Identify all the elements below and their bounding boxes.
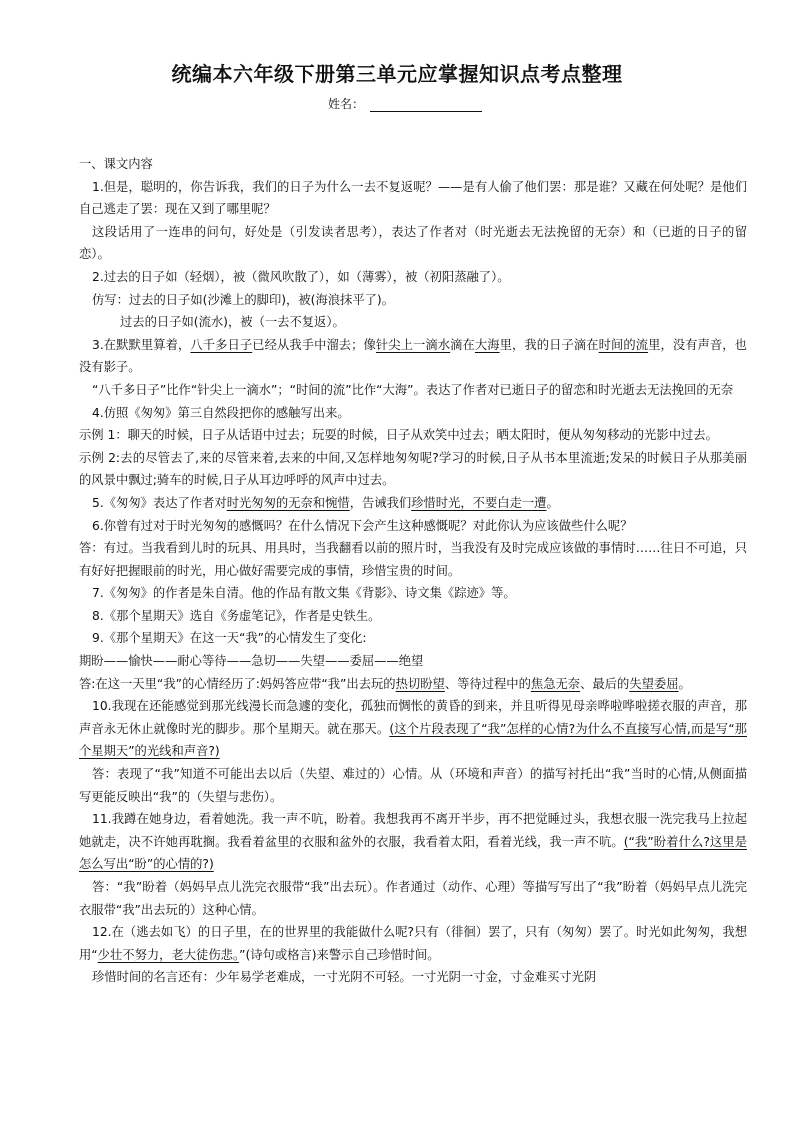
item-1: 1.但是，聪明的，你告诉我，我们的日子为什么一去不复返呢？——是有人偷了他们罢：那是谁？又藏在何处呢？是他们自己逃走了罢：现在又到了哪里呢？ <box>79 179 747 217</box>
item-2-imitation-a: 仿写：过去的日子如(沙滩上的脚印)，被(海浪抹平了)。 <box>92 292 395 307</box>
underline-text: 针尖上一滴水 <box>375 337 451 352</box>
underline-text: 焦急无奈 <box>530 676 581 691</box>
underline-text: 珍惜时光，不要白走一遭 <box>411 495 547 510</box>
section-heading: 一、课文内容 <box>79 157 153 171</box>
name-label: 姓名： <box>328 97 365 111</box>
underline-text: (这个片段表现了“我”怎样的心情?为什么不直接写心情,而是写“那个星期天”的光线和声音?) <box>79 721 747 759</box>
underline-text: 失望委屈 <box>629 676 679 691</box>
item-1-answer: 这段话用了一连串的问句，好处是（引发读者思考），表达了作者对（时光逝去无法挽留的无奈）和（已逝的日子的留恋）。 <box>79 224 747 262</box>
item-2-imitation-b: 过去的日子如(流水)，被（一去不复返）。 <box>120 315 345 330</box>
document-body <box>79 153 747 989</box>
item-10: 10.我现在还能感觉到那光线漫长而急遽的变化，孤独而惆怅的黄昏的到来，并且听得见母亲哗啦哗啦搓衣服的声音，那声音永无休止就像时光的脚步。那个星期天。就在那天。(这个片段表现了“我”怎样的心情?为什么不直接写心情,而是写“那个星期天”的光线和声音?) <box>79 699 747 759</box>
item-11: 11.我蹲在她身边，看着她洗。我一声不吭，盼着。我想我再不离开半步，再不把觉睡过头，我想衣服一洗完我马上拉起她就走，决不许她再耽搁。我看着盆里的衣服和盆外的衣服，我看着太阳，看着光线，我一声不吭。(“我”盼着什么?这里是怎么写出“盼”的心情的?) <box>79 812 747 872</box>
item-4-example-1: 示例 1：聊天的时候，日子从话语中过去；玩耍的时候，日子从欢笑中过去；晒太阳时，便从匆匆移动的光影中过去。 <box>79 428 718 443</box>
item-11-answer: 答：“我”盼着（妈妈早点儿洗完衣服带“我”出去玩）。作者通过（动作、心理）等描写写出了“我”盼着（妈妈早点儿洗完衣服带“我”出去玩的）这种心情。 <box>79 880 747 917</box>
item-4-example-2: 示例 2:去的尽管去了,来的尽管来着,去来的中间,又怎样地匆匆呢?学习的时候,日子从书本里流逝;发呆的时候日子从那美丽的风景中飘过;骑车的时候,日子从耳边呼呼的风声中过去。 <box>79 450 747 488</box>
item-8: 8.《那个星期天》选自《务虚笔记》，作者是史铁生。 <box>92 608 381 623</box>
item-5: 5.《匆匆》表达了作者对时光匆匆的无奈和惋惜，告诫我们珍惜时光，不要白走一遭。 <box>92 495 559 510</box>
item-3: 3.在默默里算着，八千多日子已经从我手中溜去；像针尖上一滴水滴在大海里，我的日子滴在时间的流里，没有声音，也没有影子。 <box>79 337 747 375</box>
underline-text: 少壮不努力，老大徒伤悲。 <box>97 947 240 962</box>
item-9-answer: 答:在这一天里“我”的心情经历了:妈妈答应带“我”出去玩的热切盼望、等待过程中的焦急无奈、最后的失望委屈。 <box>79 676 691 691</box>
underline-text: 时光匆匆的无奈和惋惜 <box>226 495 350 510</box>
item-12: 12.在（逃去如飞）的日子里，在的世界里的我能做什么呢?只有（徘徊）罢了，只有（匆匆）罢了。时光如此匆匆，我想用“少壮不努力，老大徒伤悲。”(诗句或格言)来警示自己珍惜时间。 <box>79 925 747 962</box>
underline-text: 热切盼望 <box>395 676 445 691</box>
item-10-answer: 答：表现了“我”知道不可能出去以后（失望、难过的）心情。从（环境和声音）的描写衬托出“我”当时的心情,从侧面描写更能反映出“我”的（失望与悲伤）。 <box>79 767 747 804</box>
name-blank[interactable] <box>370 99 482 112</box>
name-field <box>328 95 482 112</box>
underline-text: 时间的流 <box>598 337 649 352</box>
item-4: 4.仿照《匆匆》第三自然段把你的感触写出来。 <box>92 405 350 420</box>
item-3-answer: “八千多日子”比作“针尖上一滴水”；“时间的流”比作“大海”。表达了作者对已逝日子的留恋和时光逝去无法挽回的无奈 <box>92 382 734 397</box>
item-6-answer: 答：有过。当我看到儿时的玩具、用具时，当我翻看以前的照片时，当我没有及时完成应该做的事情时……往日不可追，只有好好把握眼前的时光，用心做好需要完成的事情，珍惜宝贵的时间。 <box>79 541 747 578</box>
underline-text: (“我”盼着什么?这里是怎么写出“盼”的心情的?) <box>79 834 747 872</box>
underline-text: 大海 <box>474 337 500 352</box>
item-12-answer: 珍惜时间的名言还有：少年易学老难成，一寸光阴不可轻。一寸光阴一寸金，寸金难买寸光阴 <box>92 970 597 985</box>
item-9: 9.《那个星期天》在这一天“我”的心情发生了变化: <box>92 631 367 646</box>
item-9-mood-chain: 期盼——愉快——耐心等待——急切——失望——委屈——绝望 <box>79 654 424 669</box>
item-6: 6.你曾有过对于时光匆匆的感慨吗？在什么情况下会产生这种感慨呢？对此你认为应该做些什么呢？ <box>92 518 633 533</box>
page-title: 统编本六年级下册第三单元应掌握知识点考点整理 <box>171 62 623 86</box>
item-7: 7.《匆匆》的作者是朱自清。他的作品有散文集《背影》、诗文集《踪迹》等。 <box>92 586 516 601</box>
underline-text: 八千多日子 <box>190 337 253 352</box>
item-2: 2.过去的日子如（轻烟），被（微风吹散了），如（薄雾），被（初阳蒸融了）。 <box>92 269 510 284</box>
